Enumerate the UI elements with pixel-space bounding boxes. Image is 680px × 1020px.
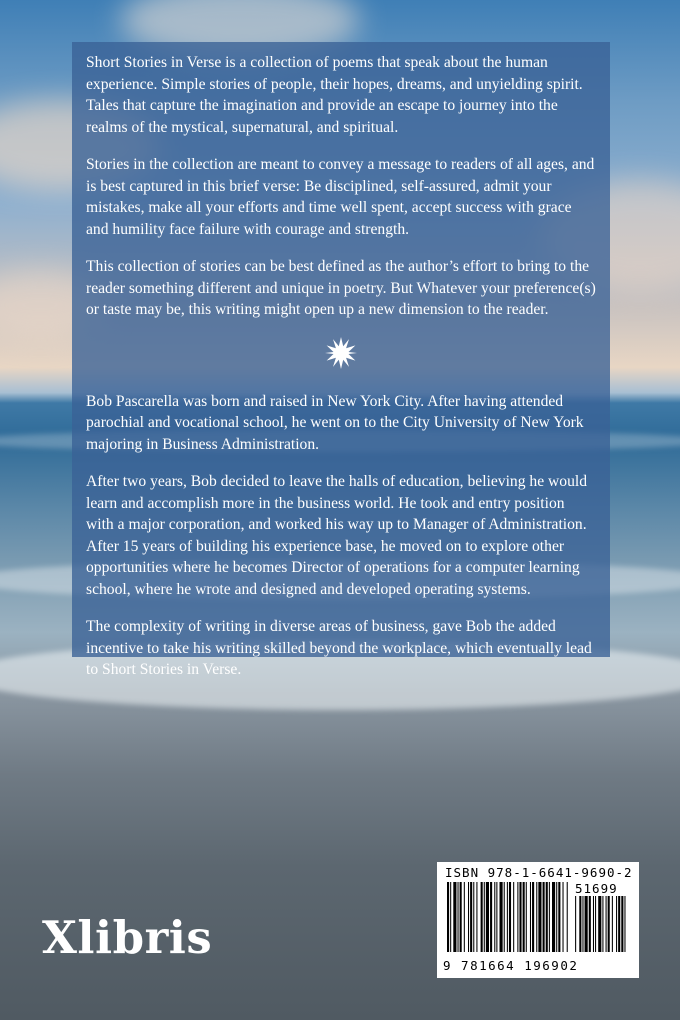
- barcode-stripe: [598, 896, 601, 952]
- barcode-stripe: [460, 882, 462, 952]
- barcode-stripe: [486, 882, 489, 952]
- barcode-stripe: [575, 896, 576, 952]
- barcode-stripe: [606, 896, 607, 952]
- barcode-stripe: [530, 882, 531, 952]
- barcode-stripe: [552, 882, 555, 952]
- barcode-stripe: [593, 896, 594, 952]
- barcode-stripe: [543, 882, 545, 952]
- barcode-stripe: [532, 882, 534, 952]
- barcode-stripe: [538, 882, 541, 952]
- ean-digits: 9 781664 196902: [443, 958, 579, 973]
- starburst-icon: [325, 337, 357, 369]
- barcode-stripe: [468, 882, 469, 952]
- barcode-stripe: [526, 882, 527, 952]
- barcode-stripe: [612, 896, 613, 952]
- barcode-stripe: [558, 882, 560, 952]
- price-code: 51699: [575, 881, 618, 896]
- barcode-stripe: [582, 896, 583, 952]
- barcode-stripe: [494, 882, 495, 952]
- barcode-stripe: [618, 896, 620, 952]
- barcode-stripe: [509, 882, 511, 952]
- barcode-stripe: [500, 882, 503, 952]
- barcode-stripe: [616, 896, 617, 952]
- barcode-stripe: [563, 882, 564, 952]
- barcode-stripe: [517, 882, 518, 952]
- barcode-stripe: [624, 896, 625, 952]
- author-bio-paragraph: The complexity of writing in diverse areas of business, gave Bob the added incentive to take his writing skilled beyond the workplace, which eventually lead to Short Stories in Verse.: [86, 618, 592, 678]
- publisher-logo: Xlibris: [42, 911, 213, 964]
- barcode-stripe: [549, 882, 550, 952]
- barcode-stripe: [602, 896, 603, 952]
- barcode-stripe: [556, 882, 557, 952]
- blurb-paragraph: Stories in the collection are meant to convey a message to readers of all ages, and is best captured in this brief verse: Be disciplined, self-assured, admit your mistakes, make all your efforts and time well spent, accept success with grace and humility face failure with courage and strength.: [86, 156, 595, 238]
- barcode-stripe: [523, 882, 525, 952]
- author-bio-paragraph: Bob Pascarella was born and raised in New York City. After having attended parochial and vocational school, he went on to the City University of New York majoring in Business Administration.: [86, 392, 584, 453]
- blurb-paragraph: Short Stories in Verse is a collection of poems that speak about the human experience. Simple stories of people, their hopes, dreams, and unyielding spirit. Tales that capture the imagination and provide an escape to journey into the realms of the mystical, supernatural, and spiritual.: [86, 54, 583, 136]
- barcode-stripe: [579, 896, 581, 952]
- author-bio-paragraph: After two years, Bob decided to leave the halls of education, believing he would learn and accomplish more in the business world. He took and entry position with a major corporation, and worked his way up to Manager of Administration. After 15 years of building his experience base, he moved on to explore other opportunities where he becomes Director of operations for a computer learning school, where he wrote and designed and developed operating systems.: [86, 473, 588, 598]
- blurb-paragraph: This collection of stories can be best defined as the author’s effort to bring to the reader something different and unique in poetry. But Whatever your preference(s) or taste may be, this writing might open up a new dimension to the reader.: [86, 258, 596, 318]
- barcode-stripe: [464, 882, 465, 952]
- barcode-stripe: [595, 896, 596, 952]
- barcode-stripe: [546, 882, 548, 952]
- blurb-panel: [72, 42, 610, 678]
- barcode-stripe: [589, 896, 591, 952]
- barcode-stripe: [450, 882, 451, 952]
- barcode-stripe: [481, 882, 483, 952]
- barcode-stripe: [473, 882, 474, 952]
- barcode-stripe: [447, 882, 449, 952]
- barcode-stripe: [476, 882, 477, 952]
- barcode-stripe: [504, 882, 505, 952]
- isbn-barcode: [437, 862, 639, 978]
- barcode-stripe: [567, 882, 568, 952]
- barcode-bars: [447, 882, 629, 958]
- barcode-stripe: [621, 896, 623, 952]
- barcode-stripe: [470, 882, 472, 952]
- barcode-stripe: [490, 882, 492, 952]
- barcode-stripe: [453, 882, 456, 952]
- barcode-stripe: [507, 882, 508, 952]
- barcode-stripe: [458, 882, 459, 952]
- barcode-stripe: [608, 896, 610, 952]
- barcode-stripe: [536, 882, 537, 952]
- barcode-stripe: [513, 882, 514, 952]
- barcode-stripe: [585, 896, 588, 952]
- isbn-text: ISBN 978-1-6641-9690-2: [445, 865, 633, 880]
- barcode-stripe: [484, 882, 485, 952]
- barcode-stripe: [496, 882, 497, 952]
- barcode-stripe: [519, 882, 521, 952]
